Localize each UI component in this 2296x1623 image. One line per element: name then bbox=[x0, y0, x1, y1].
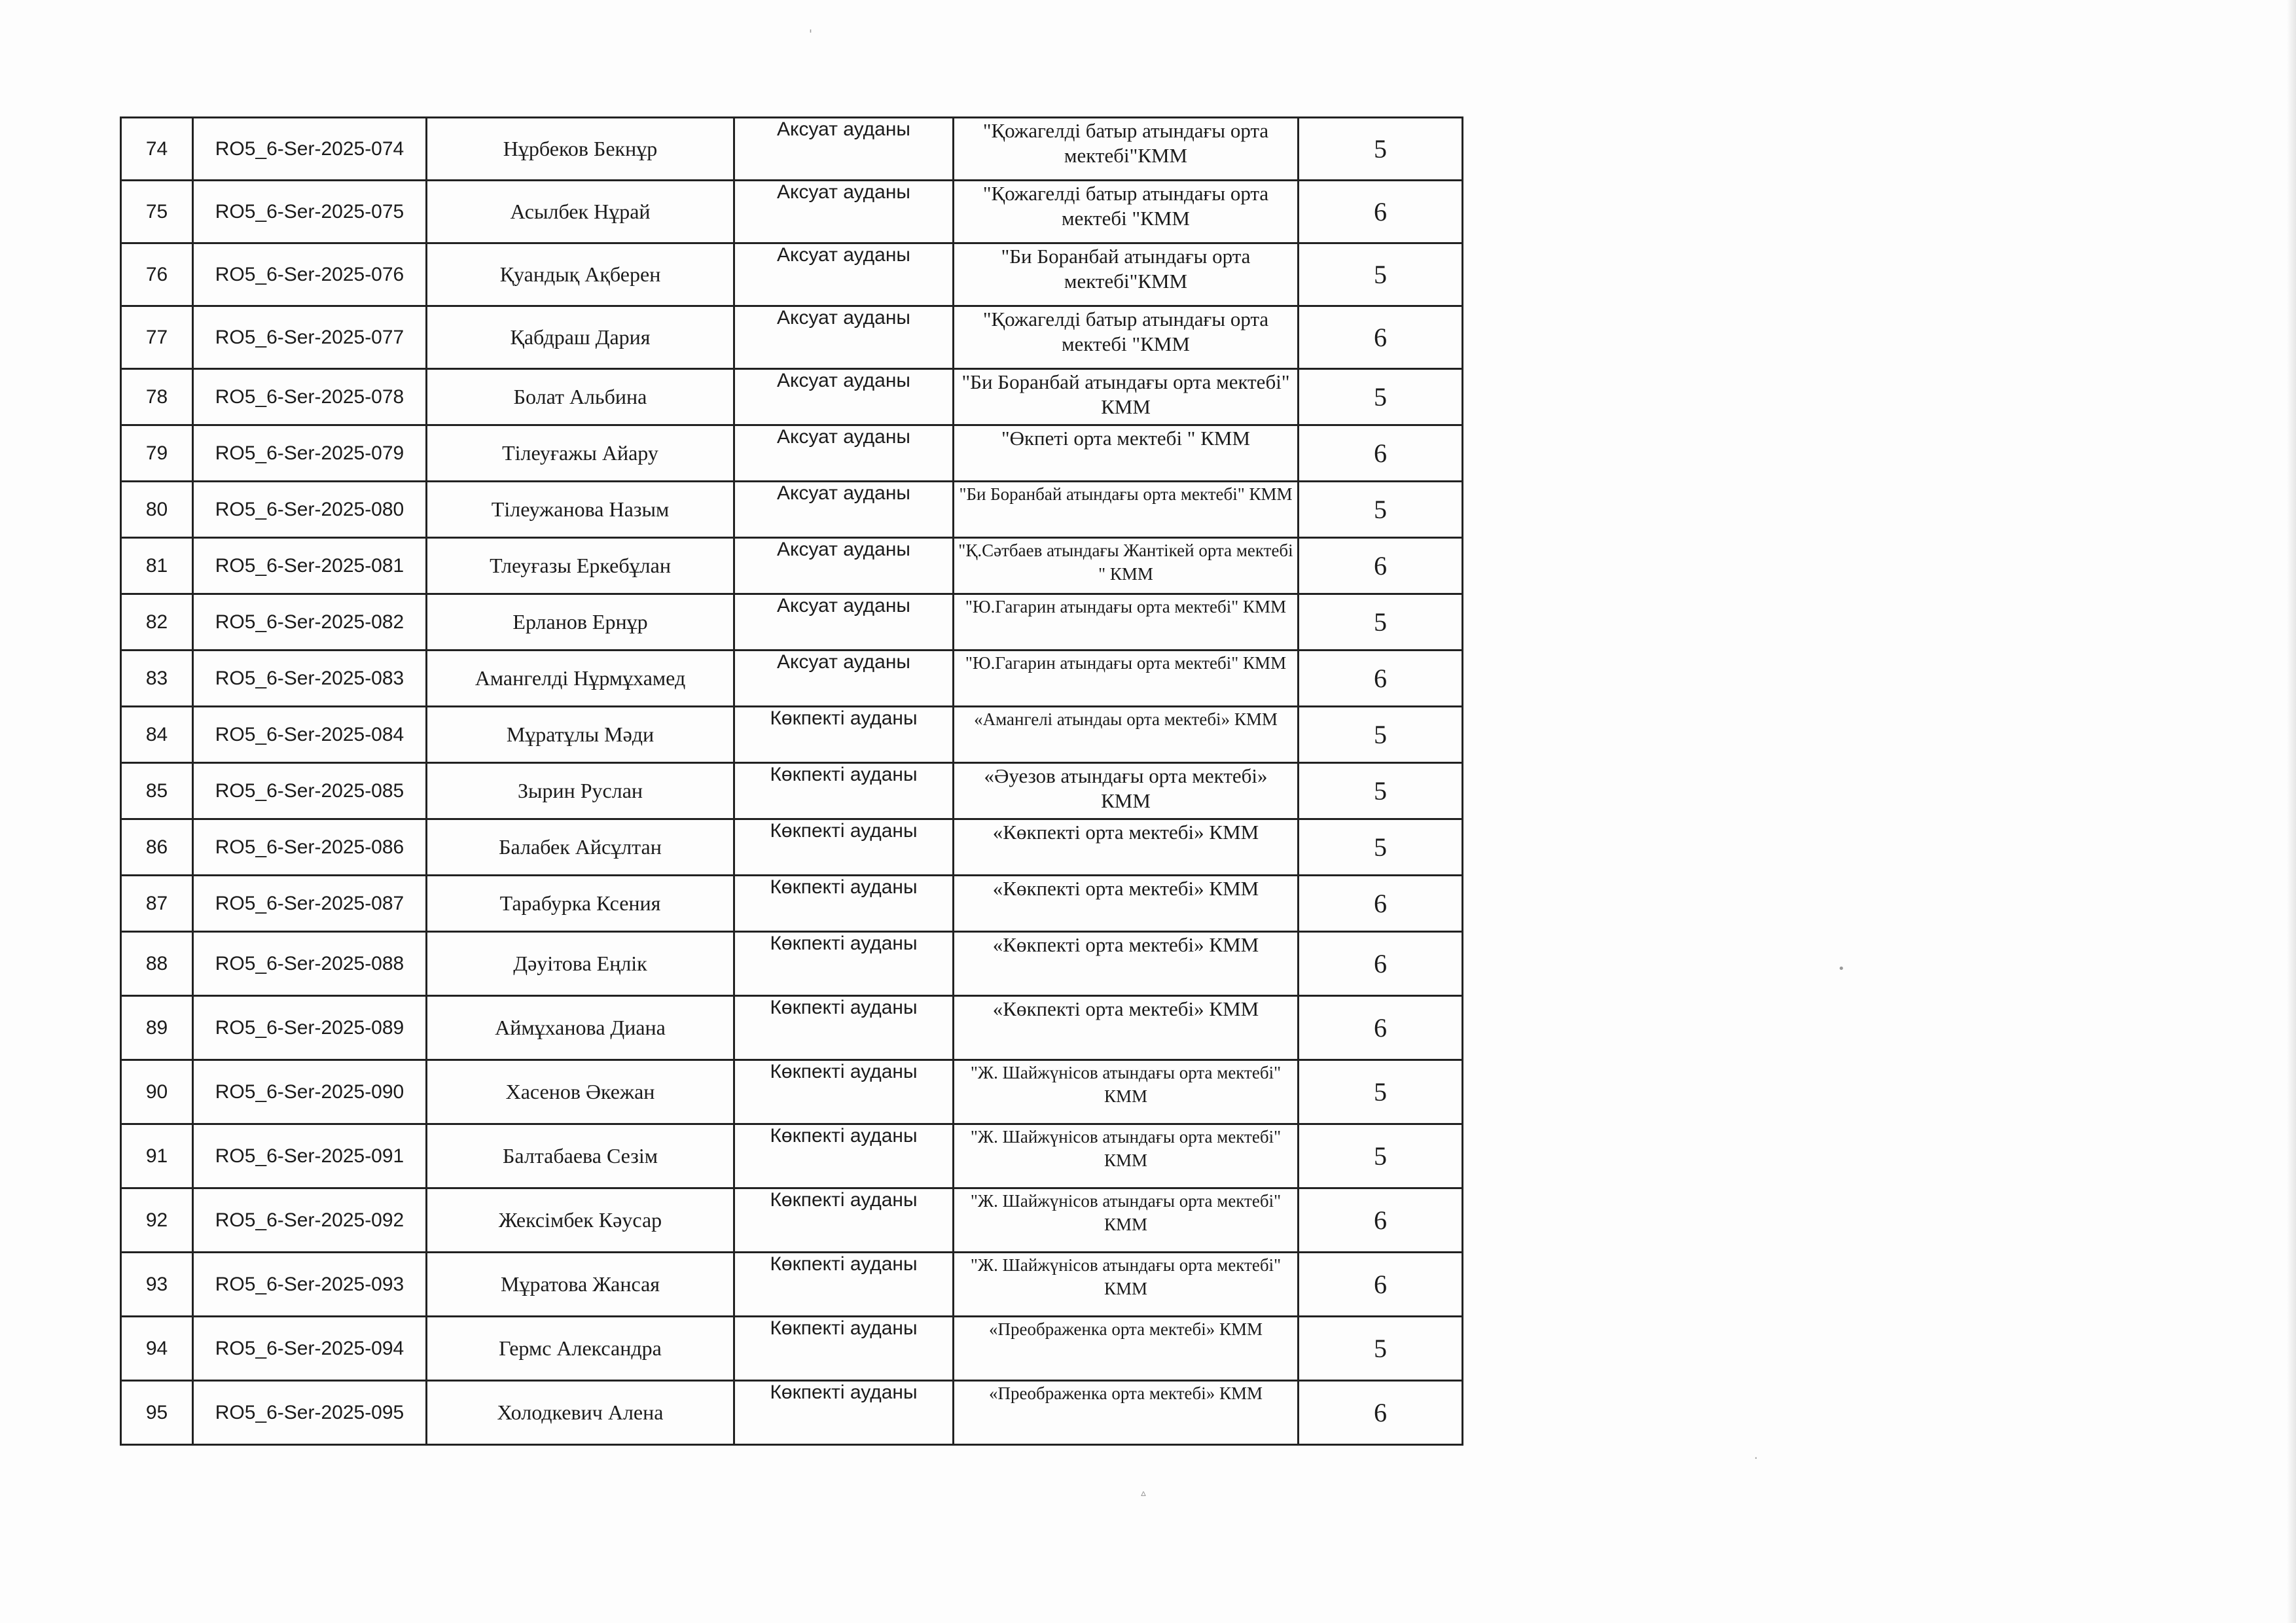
school-cell: "Қожагелді батыр атындағы орта мектебі "КММ bbox=[954, 181, 1299, 243]
participant-code-cell: RO5_6-Ser-2025-081 bbox=[193, 538, 427, 594]
participant-name-cell: Балабек Айсұлтан bbox=[427, 819, 734, 876]
participant-code-cell: RO5_6-Ser-2025-074 bbox=[193, 118, 427, 181]
grade-cell: 5 bbox=[1299, 594, 1463, 651]
grade-cell: 6 bbox=[1299, 996, 1463, 1060]
row-number-cell: 93 bbox=[121, 1253, 193, 1317]
school-cell: «Амангелі атындаы орта мектебі» КММ bbox=[954, 707, 1299, 763]
table-row bbox=[121, 538, 1463, 594]
participant-name-cell: Қабдраш Дария bbox=[427, 306, 734, 369]
district-cell: Аксуат ауданы bbox=[734, 306, 954, 369]
row-number-cell: 89 bbox=[121, 996, 193, 1060]
participant-code-cell: RO5_6-Ser-2025-084 bbox=[193, 707, 427, 763]
grade-cell: 6 bbox=[1299, 1188, 1463, 1253]
participant-code-cell: RO5_6-Ser-2025-092 bbox=[193, 1188, 427, 1253]
school-cell: "Қожагелді батыр атындағы орта мектебі"КММ bbox=[954, 118, 1299, 181]
participant-name-cell: Тарабурка Ксения bbox=[427, 876, 734, 932]
row-number-cell: 77 bbox=[121, 306, 193, 369]
grade-cell: 6 bbox=[1299, 181, 1463, 243]
row-number-cell: 78 bbox=[121, 369, 193, 425]
participant-name-cell: Асылбек Нұрай bbox=[427, 181, 734, 243]
table-row bbox=[121, 118, 1463, 181]
district-cell: Аксуат ауданы bbox=[734, 538, 954, 594]
table-row bbox=[121, 425, 1463, 482]
district-cell: Аксуат ауданы bbox=[734, 651, 954, 707]
participant-code-cell: RO5_6-Ser-2025-082 bbox=[193, 594, 427, 651]
participant-code-cell: RO5_6-Ser-2025-086 bbox=[193, 819, 427, 876]
school-cell: "Өкпеті орта мектебі " КММ bbox=[954, 425, 1299, 482]
table-row bbox=[121, 1253, 1463, 1317]
district-cell: Көкпекті ауданы bbox=[734, 876, 954, 932]
participant-code-cell: RO5_6-Ser-2025-075 bbox=[193, 181, 427, 243]
school-cell: «Көкпекті орта мектебі» КММ bbox=[954, 876, 1299, 932]
row-number-cell: 76 bbox=[121, 243, 193, 306]
participant-code-cell: RO5_6-Ser-2025-093 bbox=[193, 1253, 427, 1317]
participant-name-cell: Қуандық Ақберен bbox=[427, 243, 734, 306]
grade-cell: 5 bbox=[1299, 118, 1463, 181]
district-cell: Көкпекті ауданы bbox=[734, 1060, 954, 1124]
table-row bbox=[121, 651, 1463, 707]
scan-edge bbox=[2287, 0, 2296, 1623]
grade-cell: 6 bbox=[1299, 1253, 1463, 1317]
school-cell: «Преображенка орта мектебі» КММ bbox=[954, 1317, 1299, 1381]
school-cell: "Ю.Гагарин атындағы орта мектебі" КММ bbox=[954, 651, 1299, 707]
row-number-cell: 75 bbox=[121, 181, 193, 243]
participant-name-cell: Аймұханова Диана bbox=[427, 996, 734, 1060]
table-row bbox=[121, 594, 1463, 651]
row-number-cell: 81 bbox=[121, 538, 193, 594]
grade-cell: 6 bbox=[1299, 538, 1463, 594]
school-cell: "Ж. Шайжүнісов атындағы орта мектебі" КММ bbox=[954, 1060, 1299, 1124]
grade-cell: 6 bbox=[1299, 932, 1463, 996]
participant-code-cell: RO5_6-Ser-2025-076 bbox=[193, 243, 427, 306]
table-row bbox=[121, 482, 1463, 538]
table-row bbox=[121, 369, 1463, 425]
participant-code-cell: RO5_6-Ser-2025-088 bbox=[193, 932, 427, 996]
row-number-cell: 84 bbox=[121, 707, 193, 763]
grade-cell: 5 bbox=[1299, 1317, 1463, 1381]
school-cell: «Әуезов атындағы орта мектебі» КММ bbox=[954, 763, 1299, 819]
participant-name-cell: Холодкевич Алена bbox=[427, 1381, 734, 1445]
participant-name-cell: Ерланов Ернұр bbox=[427, 594, 734, 651]
participant-name-cell: Болат Альбина bbox=[427, 369, 734, 425]
grade-cell: 5 bbox=[1299, 819, 1463, 876]
district-cell: Көкпекті ауданы bbox=[734, 763, 954, 819]
school-cell: "Ж. Шайжүнісов атындағы орта мектебі" КММ bbox=[954, 1124, 1299, 1188]
grade-cell: 5 bbox=[1299, 369, 1463, 425]
school-cell: «Преображенка орта мектебі» КММ bbox=[954, 1381, 1299, 1445]
table-row bbox=[121, 1124, 1463, 1188]
district-cell: Көкпекті ауданы bbox=[734, 819, 954, 876]
table-row bbox=[121, 996, 1463, 1060]
grade-cell: 5 bbox=[1299, 1124, 1463, 1188]
row-number-cell: 85 bbox=[121, 763, 193, 819]
participant-code-cell: RO5_6-Ser-2025-087 bbox=[193, 876, 427, 932]
school-cell: "Ю.Гагарин атындағы орта мектебі" КММ bbox=[954, 594, 1299, 651]
participant-name-cell: Балтабаева Сезім bbox=[427, 1124, 734, 1188]
district-cell: Көкпекті ауданы bbox=[734, 1124, 954, 1188]
participant-name-cell: Тілеужанова Назым bbox=[427, 482, 734, 538]
grade-cell: 5 bbox=[1299, 482, 1463, 538]
row-number-cell: 88 bbox=[121, 932, 193, 996]
district-cell: Аксуат ауданы bbox=[734, 425, 954, 482]
participant-code-cell: RO5_6-Ser-2025-083 bbox=[193, 651, 427, 707]
table-row bbox=[121, 1381, 1463, 1445]
district-cell: Көкпекті ауданы bbox=[734, 996, 954, 1060]
row-number-cell: 92 bbox=[121, 1188, 193, 1253]
table-row bbox=[121, 243, 1463, 306]
participant-name-cell: Мұратова Жансая bbox=[427, 1253, 734, 1317]
row-number-cell: 87 bbox=[121, 876, 193, 932]
district-cell: Аксуат ауданы bbox=[734, 118, 954, 181]
school-cell: "Қ.Сәтбаев атындағы Жантікей орта мектебі " КММ bbox=[954, 538, 1299, 594]
grade-cell: 6 bbox=[1299, 306, 1463, 369]
participant-name-cell: Дәуітова Еңлік bbox=[427, 932, 734, 996]
row-number-cell: 86 bbox=[121, 819, 193, 876]
participants-table bbox=[120, 116, 1463, 1446]
grade-cell: 5 bbox=[1299, 707, 1463, 763]
district-cell: Көкпекті ауданы bbox=[734, 1188, 954, 1253]
table-row bbox=[121, 932, 1463, 996]
participant-name-cell: Зырин Руслан bbox=[427, 763, 734, 819]
table-row bbox=[121, 181, 1463, 243]
participant-code-cell: RO5_6-Ser-2025-077 bbox=[193, 306, 427, 369]
school-cell: «Көкпекті орта мектебі» КММ bbox=[954, 932, 1299, 996]
grade-cell: 6 bbox=[1299, 876, 1463, 932]
table-row bbox=[121, 1060, 1463, 1124]
district-cell: Көкпекті ауданы bbox=[734, 1253, 954, 1317]
row-number-cell: 80 bbox=[121, 482, 193, 538]
participant-name-cell: Амангелді Нұрмұхамед bbox=[427, 651, 734, 707]
district-cell: Көкпекті ауданы bbox=[734, 932, 954, 996]
participant-code-cell: RO5_6-Ser-2025-079 bbox=[193, 425, 427, 482]
row-number-cell: 90 bbox=[121, 1060, 193, 1124]
participant-name-cell: Нұрбеков Бекнұр bbox=[427, 118, 734, 181]
grade-cell: 5 bbox=[1299, 1060, 1463, 1124]
grade-cell: 6 bbox=[1299, 1381, 1463, 1445]
school-cell: "Ж. Шайжүнісов атындағы орта мектебі" КММ bbox=[954, 1253, 1299, 1317]
table-body bbox=[121, 118, 1463, 1445]
participant-code-cell: RO5_6-Ser-2025-095 bbox=[193, 1381, 427, 1445]
scan-speck: · bbox=[1754, 1452, 1758, 1465]
participant-code-cell: RO5_6-Ser-2025-089 bbox=[193, 996, 427, 1060]
district-cell: Көкпекті ауданы bbox=[734, 707, 954, 763]
scan-speck: • bbox=[1838, 962, 1845, 976]
grade-cell: 5 bbox=[1299, 243, 1463, 306]
table-row bbox=[121, 819, 1463, 876]
table-row bbox=[121, 1188, 1463, 1253]
participant-name-cell: Хасенов Әкежан bbox=[427, 1060, 734, 1124]
district-cell: Көкпекті ауданы bbox=[734, 1317, 954, 1381]
grade-cell: 6 bbox=[1299, 651, 1463, 707]
row-number-cell: 74 bbox=[121, 118, 193, 181]
district-cell: Аксуат ауданы bbox=[734, 243, 954, 306]
participant-name-cell: Жексімбек Кәусар bbox=[427, 1188, 734, 1253]
participant-code-cell: RO5_6-Ser-2025-094 bbox=[193, 1317, 427, 1381]
district-cell: Аксуат ауданы bbox=[734, 369, 954, 425]
row-number-cell: 79 bbox=[121, 425, 193, 482]
scan-speck: ' bbox=[809, 27, 812, 41]
row-number-cell: 95 bbox=[121, 1381, 193, 1445]
row-number-cell: 94 bbox=[121, 1317, 193, 1381]
school-cell: "Ж. Шайжүнісов атындағы орта мектебі" КММ bbox=[954, 1188, 1299, 1253]
scan-speck: ᐞ bbox=[1140, 1489, 1147, 1503]
district-cell: Аксуат ауданы bbox=[734, 482, 954, 538]
school-cell: "Қожагелді батыр атындағы орта мектебі "КММ bbox=[954, 306, 1299, 369]
row-number-cell: 83 bbox=[121, 651, 193, 707]
table-row bbox=[121, 306, 1463, 369]
school-cell: «Көкпекті орта мектебі» КММ bbox=[954, 819, 1299, 876]
district-cell: Аксуат ауданы bbox=[734, 594, 954, 651]
school-cell: "Би Боранбай атындағы орта мектебі"КММ bbox=[954, 243, 1299, 306]
participant-name-cell: Мұратұлы Мәди bbox=[427, 707, 734, 763]
school-cell: «Көкпекті орта мектебі» КММ bbox=[954, 996, 1299, 1060]
district-cell: Аксуат ауданы bbox=[734, 181, 954, 243]
participant-name-cell: Тлеуғазы Еркебұлан bbox=[427, 538, 734, 594]
participant-code-cell: RO5_6-Ser-2025-090 bbox=[193, 1060, 427, 1124]
table-row bbox=[121, 763, 1463, 819]
row-number-cell: 91 bbox=[121, 1124, 193, 1188]
grade-cell: 5 bbox=[1299, 763, 1463, 819]
participant-code-cell: RO5_6-Ser-2025-091 bbox=[193, 1124, 427, 1188]
participant-name-cell: Тілеуғажы Айару bbox=[427, 425, 734, 482]
participant-code-cell: RO5_6-Ser-2025-078 bbox=[193, 369, 427, 425]
school-cell: "Би Боранбай атындағы орта мектебі" КММ bbox=[954, 369, 1299, 425]
school-cell: "Би Боранбай атындағы орта мектебі" КММ bbox=[954, 482, 1299, 538]
district-cell: Көкпекті ауданы bbox=[734, 1381, 954, 1445]
participant-code-cell: RO5_6-Ser-2025-085 bbox=[193, 763, 427, 819]
row-number-cell: 82 bbox=[121, 594, 193, 651]
table-row bbox=[121, 1317, 1463, 1381]
participant-code-cell: RO5_6-Ser-2025-080 bbox=[193, 482, 427, 538]
participant-name-cell: Гермс Александра bbox=[427, 1317, 734, 1381]
grade-cell: 6 bbox=[1299, 425, 1463, 482]
table-row bbox=[121, 707, 1463, 763]
table-row bbox=[121, 876, 1463, 932]
